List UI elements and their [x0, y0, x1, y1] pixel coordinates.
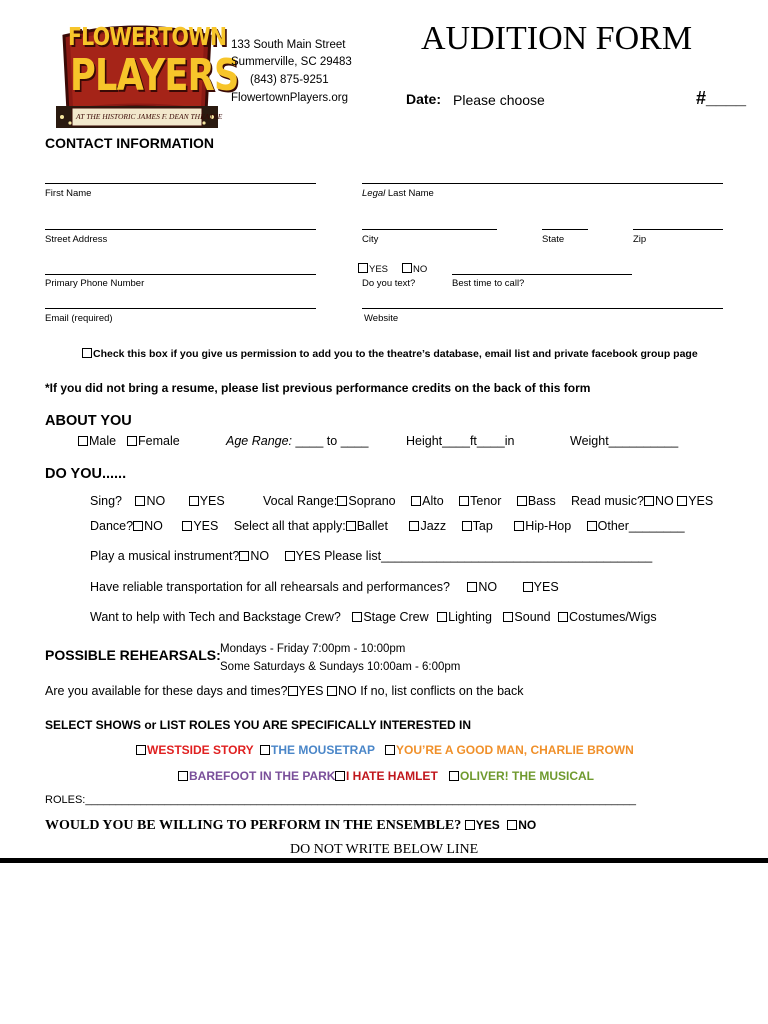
instrument-no-option[interactable]: [239, 549, 269, 563]
transport-no-label: NO: [478, 580, 498, 594]
sound-option[interactable]: [503, 610, 550, 624]
availability-yes-label: YES: [298, 684, 324, 698]
address-street: 133 South Main Street: [231, 39, 346, 51]
ballet-option[interactable]: [346, 519, 388, 533]
checkbox-icon[interactable]: [517, 496, 527, 506]
checkbox-icon[interactable]: [133, 521, 143, 531]
show-label-barefoot: BAREFOOT IN THE PARK: [189, 769, 336, 783]
ensemble-row: [45, 818, 536, 834]
checkbox-icon[interactable]: [402, 263, 412, 273]
checkbox-icon[interactable]: [352, 612, 362, 622]
checkbox-icon[interactable]: [459, 496, 469, 506]
jazz-label: Jazz: [420, 519, 447, 533]
show-option-hamlet[interactable]: [335, 769, 438, 783]
sing-no-option[interactable]: [135, 494, 165, 508]
male-label: Male: [89, 434, 117, 448]
age-from-blank[interactable]: ____: [295, 434, 324, 448]
permission-text: Check this box if you give us permission to add you to the theatre’s database, email list and private facebook group page: [93, 348, 698, 360]
age-range-field[interactable]: [226, 434, 369, 448]
last-name-line[interactable]: [362, 183, 723, 184]
bass-option[interactable]: [517, 494, 556, 508]
last-name-label-text: Last Name: [385, 188, 434, 199]
legal-qualifier: Legal: [362, 188, 386, 199]
permission-option[interactable]: [82, 348, 698, 360]
show-option-mousetrap[interactable]: [260, 743, 375, 757]
hiphop-label: Hip-Hop: [525, 519, 572, 533]
first-name-label: First Name: [45, 188, 92, 199]
checkbox-icon[interactable]: [178, 771, 188, 781]
jazz-option[interactable]: [409, 519, 446, 533]
read-music-yes-option[interactable]: [677, 494, 713, 508]
show-label-charlie-brown: YOU’RE A GOOD MAN, CHARLIE BROWN: [396, 743, 634, 757]
ensemble-question: WOULD YOU BE WILLING TO PERFORM IN THE ENSEMBLE?: [45, 818, 462, 833]
age-range-label: Age Range:: [226, 434, 293, 448]
dance-yes-option[interactable]: [182, 519, 218, 533]
checkbox-icon[interactable]: [465, 820, 475, 830]
instrument-no-label: NO: [250, 549, 270, 563]
checkbox-icon[interactable]: [358, 263, 368, 273]
checkbox-icon[interactable]: [514, 521, 524, 531]
sound-label: Sound: [514, 610, 551, 624]
dance-no-option[interactable]: [133, 519, 163, 533]
text-yes-option[interactable]: [358, 263, 388, 275]
page-title: AUDITION FORM: [421, 20, 693, 57]
availability-row: [45, 684, 524, 698]
costumes-label: Costumes/Wigs: [569, 610, 657, 624]
alto-option[interactable]: [411, 494, 444, 508]
transport-yes-option[interactable]: [523, 580, 559, 594]
text-yes-label: YES: [369, 264, 389, 275]
tap-label: Tap: [472, 519, 493, 533]
checkbox-icon[interactable]: [288, 686, 298, 696]
checkbox-icon[interactable]: [507, 820, 517, 830]
show-option-charlie-brown[interactable]: [385, 743, 634, 757]
checkbox-icon[interactable]: [182, 521, 192, 531]
last-name-label: [362, 188, 434, 199]
soprano-option[interactable]: [337, 494, 395, 508]
checkbox-icon[interactable]: [78, 436, 88, 446]
show-label-oliver: OLIVER! THE MUSICAL: [460, 769, 594, 783]
checkbox-icon[interactable]: [285, 551, 295, 561]
height-field[interactable]: Height____ft____in: [406, 434, 515, 448]
dance-label: Dance?: [90, 519, 134, 533]
do-you-heading: DO YOU......: [45, 466, 127, 482]
checkbox-icon[interactable]: [409, 521, 419, 531]
address-phone: (843) 875-9251: [250, 74, 329, 86]
logo-banner: AT THE HISTORIC JAMES F. DEAN THEATRE: [76, 112, 223, 121]
availability-no-option[interactable]: [327, 684, 357, 698]
rehearsals-weekends: Some Saturdays & Sundays 10:00am - 6:00pm: [220, 661, 461, 673]
shows-heading: SELECT SHOWS or LIST ROLES YOU ARE SPECIFICALLY INTERESTED IN: [45, 718, 472, 732]
zip-line[interactable]: [633, 229, 723, 230]
read-music-yes-label: YES: [688, 494, 714, 508]
checkbox-icon[interactable]: [503, 612, 513, 622]
ensemble-yes-label: YES: [475, 818, 500, 832]
sing-row: [90, 494, 237, 508]
roles-field[interactable]: ROLES:__________________________________________________________________________________________: [45, 794, 636, 806]
instrument-row: [90, 549, 652, 563]
sing-no-label: NO: [146, 494, 166, 508]
read-music-no-option[interactable]: [644, 494, 674, 508]
costumes-option[interactable]: [558, 610, 657, 624]
divider-line: [0, 858, 768, 863]
city-label: City: [362, 234, 379, 245]
tap-option[interactable]: [462, 519, 493, 533]
flowertown-players-logo: [56, 14, 239, 130]
checkbox-icon[interactable]: [239, 551, 249, 561]
phone-line[interactable]: [45, 274, 316, 275]
stage-crew-label: Stage Crew: [363, 610, 429, 624]
checkbox-icon[interactable]: [677, 496, 687, 506]
text-no-option[interactable]: [402, 263, 427, 275]
phone-label: Primary Phone Number: [45, 278, 145, 289]
female-option[interactable]: [127, 434, 180, 448]
transport-label: Have reliable transportation for all rehearsals and performances?: [90, 580, 450, 594]
instrument-label: Play a musical instrument?: [90, 549, 240, 563]
vocal-range-row: [263, 494, 568, 508]
dance-row: [90, 519, 685, 533]
street-line[interactable]: [45, 229, 316, 230]
soprano-label: Soprano: [348, 494, 396, 508]
checkbox-icon[interactable]: [385, 745, 395, 755]
checkbox-icon[interactable]: [449, 771, 459, 781]
transport-yes-label: YES: [533, 580, 559, 594]
read-music-row: [571, 494, 713, 508]
availability-yes-option[interactable]: [288, 684, 324, 698]
checkbox-icon[interactable]: [346, 521, 356, 531]
female-label: Female: [138, 434, 180, 448]
show-option-westside[interactable]: [136, 743, 254, 757]
ensemble-no-label: NO: [518, 818, 537, 832]
rehearsals-heading: POSSIBLE REHEARSALS:: [45, 647, 221, 663]
website-label: Website: [364, 313, 399, 324]
checkbox-icon[interactable]: [467, 582, 477, 592]
form-number-field[interactable]: #____: [696, 88, 747, 108]
tenor-option[interactable]: [459, 494, 501, 508]
rehearsals-weekdays: Mondays - Friday 7:00pm - 10:00pm: [220, 643, 406, 655]
availability-no-label: NO: [338, 684, 357, 698]
checkbox-icon[interactable]: [462, 521, 472, 531]
checkbox-icon[interactable]: [587, 521, 597, 531]
best-time-line[interactable]: [452, 274, 632, 275]
checkbox-icon[interactable]: [135, 496, 145, 506]
age-to-blank[interactable]: ____: [340, 434, 369, 448]
sing-yes-label: YES: [199, 494, 225, 508]
stage-crew-option[interactable]: [352, 610, 428, 624]
show-label-mousetrap: THE MOUSETRAP: [271, 743, 376, 757]
tech-label: Want to help with Tech and Backstage Crew?: [90, 610, 341, 624]
checkbox-icon[interactable]: [523, 582, 533, 592]
select-all-label: Select all that apply:: [233, 519, 346, 533]
checkbox-icon[interactable]: [411, 496, 421, 506]
checkbox-icon[interactable]: [82, 348, 92, 358]
availability-label: Are you available for these days and times?: [45, 684, 288, 698]
city-line[interactable]: [362, 229, 497, 230]
checkbox-icon[interactable]: [558, 612, 568, 622]
conflicts-note: If no, list conflicts on the back: [356, 684, 524, 698]
logo-text-players: PLAYERS: [70, 50, 239, 101]
state-line[interactable]: [542, 229, 588, 230]
website-line[interactable]: [362, 308, 723, 309]
do-you-text-label: Do you text?: [362, 278, 416, 289]
email-label: Email (required): [45, 313, 113, 324]
read-music-label: Read music?: [571, 494, 644, 508]
resume-note: *If you did not bring a resume, please list previous performance credits on the back of this form: [45, 381, 591, 395]
logo-text-flowertown: FLOWERTOWN: [68, 22, 227, 51]
other-dance-option[interactable]: [587, 519, 685, 533]
street-label: Street Address: [45, 234, 108, 245]
alto-label: Alto: [422, 494, 444, 508]
contact-heading: CONTACT INFORMATION: [45, 135, 215, 151]
show-option-oliver[interactable]: [449, 769, 594, 783]
first-name-line[interactable]: [45, 183, 316, 184]
tech-row: [90, 610, 657, 624]
sing-yes-option[interactable]: [189, 494, 225, 508]
address-city: Summerville, SC 29483: [231, 56, 352, 68]
vocal-range-label: Vocal Range:: [263, 494, 338, 508]
checkbox-icon[interactable]: [337, 496, 347, 506]
lighting-option[interactable]: [437, 610, 492, 624]
tenor-label: Tenor: [470, 494, 502, 508]
checkbox-icon[interactable]: [437, 612, 447, 622]
dance-yes-label: YES: [193, 519, 219, 533]
ensemble-yes-option[interactable]: [465, 818, 500, 832]
date-picker[interactable]: Please choose: [453, 92, 545, 108]
checkbox-icon[interactable]: [127, 436, 137, 446]
text-no-label: NO: [413, 264, 428, 275]
checkbox-icon[interactable]: [260, 745, 270, 755]
address-website[interactable]: FlowertownPlayers.org: [231, 92, 348, 104]
transport-no-option[interactable]: [467, 580, 497, 594]
checkbox-icon[interactable]: [644, 496, 654, 506]
weight-field[interactable]: Weight__________: [570, 434, 679, 448]
dance-no-label: NO: [144, 519, 163, 533]
checkbox-icon[interactable]: [335, 771, 345, 781]
about-heading: ABOUT YOU: [45, 413, 132, 429]
show-label-westside: WESTSIDE STORY: [147, 743, 254, 757]
checkbox-icon[interactable]: [136, 745, 146, 755]
male-option[interactable]: [78, 434, 116, 448]
read-music-no-label: NO: [654, 494, 674, 508]
do-not-write-note: DO NOT WRITE BELOW LINE: [290, 842, 479, 857]
instrument-yes-option[interactable]: [285, 549, 653, 563]
age-to-label: to: [323, 434, 341, 448]
best-time-label: Best time to call?: [452, 278, 525, 289]
lighting-label: Lighting: [448, 610, 492, 624]
transport-row: [90, 580, 559, 594]
show-label-hamlet: I HATE HAMLET: [346, 769, 438, 783]
state-label: State: [542, 234, 565, 245]
checkbox-icon[interactable]: [189, 496, 199, 506]
sing-label: Sing?: [90, 494, 122, 508]
checkbox-icon[interactable]: [327, 686, 337, 696]
hiphop-option[interactable]: [514, 519, 571, 533]
instrument-list-field[interactable]: YES Please list_______________________________________: [295, 549, 653, 563]
zip-label: Zip: [633, 234, 647, 245]
ballet-label: Ballet: [356, 519, 388, 533]
other-dance-label: Other________: [597, 519, 685, 533]
email-line[interactable]: [45, 308, 316, 309]
ensemble-no-option[interactable]: [507, 818, 536, 832]
date-label: Date:: [406, 91, 442, 107]
show-option-barefoot[interactable]: [178, 769, 335, 783]
bass-label: Bass: [527, 494, 556, 508]
